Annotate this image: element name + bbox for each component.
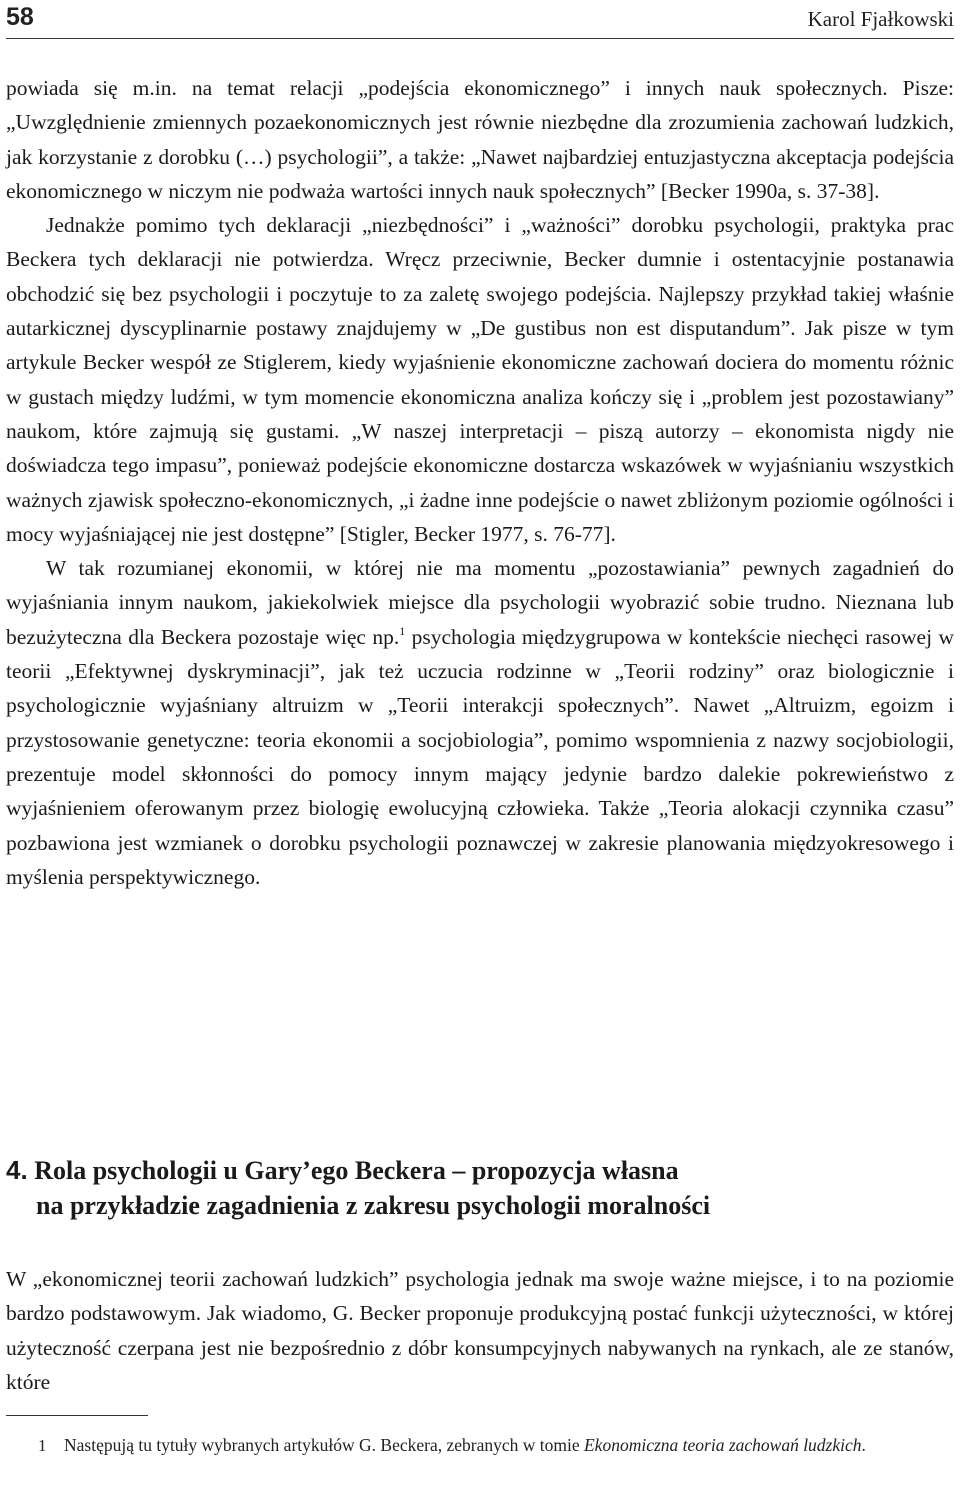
section-number: 4. [6, 1155, 28, 1185]
section-title-line-1: Rola psychologii u Gary’ego Beckera – propozycja własna [34, 1156, 679, 1185]
footnote-text: Następują tu tytuły wybranych artykułów G. Beckera, zebranych w tomie [64, 1435, 584, 1455]
section-heading [6, 1153, 954, 1223]
paragraph: Jednakże pomimo tych deklaracji „niezbędności” i „ważności” dorobku psychologii, praktyka prac Beckera tych deklaracji nie potwierdza. Wręcz przeciwnie, Becker dumnie i ostentacyjnie postanawia obchodzić się bez psychologii i poczytuje to za zaletę swojego podejścia. Najlepszy przykład takiej właśnie autarkicznej dyscyplinarnie postawy znajdujemy w „De gustibus non est disputandum”. Jak pisze w tym artykule Becker wespół ze Stiglerem, kiedy wyjaśnienie ekonomiczne zachowań dociera do momentu różnic w gustach między ludźmi, w tym momencie ekonomiczna analiza kończy się i „problem jest pozostawiany” naukom, które zajmują się gustami. „W naszej interpretacji – piszą autorzy – ekonomista nigdy nie doświadcza tego impasu”, ponieważ podejście ekonomiczne dostarcza wskazówek w wyjaśnianiu wszystkich ważnych zjawisk społeczno-ekonomicznych, „i żadne inne podejście o nawet zbliżonym poziomie ogólności i mocy wyjaśniającej nie jest dostępne” [Stigler, Becker 1977, s. 76-77]. [6, 213, 954, 546]
paragraph-continued: powiada się m.in. na temat relacji „podejścia ekonomicznego” i innych nauk społecznych. Pisze: „Uwzględnienie zmiennych pozaekonomicznych jest równie niezbędne dla zrozumienia zachowań ludzkich, jak korzystanie z dorobku (…) psychologii”, a także: „Nawet najbardziej entuzjastyczna akceptacja podejścia ekonomicznego w niczym nie podważa wartości innych nauk społecznych” [Becker 1990a, s. 37-38]. [6, 76, 954, 203]
footnote-rule [6, 1415, 148, 1416]
running-head [6, 0, 954, 38]
footnote-mark: 1 [38, 1436, 47, 1455]
running-head-author: Karol Fjałkowski [807, 7, 954, 31]
footnote-book-title: Ekonomiczna teoria zachowań ludzkich [583, 1435, 862, 1455]
section-body-text [6, 1262, 954, 1399]
page-number: 58 [6, 3, 34, 31]
paragraph-text-part: W tak rozumianej ekonomii, w której nie ma momentu „pozostawiania” pewnych zagadnień do wyjaśniania innym naukom, jakiekolwiek miejsce dla psychologii wyobrazić sobie trudno. Nieznana lub bezużyteczna dla Beckera pozostaje więc np. [6, 556, 954, 649]
body-text [6, 71, 954, 894]
paragraph-with-footnote [6, 551, 954, 894]
paragraph-text-part: psychologia międzygrupowa w kontekście niechęci rasowej w teorii „Efektywnej dyskryminacji”, jak też uczucia rodzinne w „Teorii rodziny” oraz biologicznie i psychologicznie wyjaśniany altruizm w „Teorii interakcji społecznych”. Nawet „Altruizm, egoizm i przystosowanie genetyczne: teoria ekonomii a socjobiologia”, pomimo wspomnienia z nazwy socjobiologii, prezentuje model skłonności do pomocy innym mający jedynie bardzo dalekie pokrewieństwo z wyjaśnieniem oferowanym przez biologię ewolucyjną człowieka. Także „Teoria alokacji czynnika czasu” pozbawiona jest wzmianek o dorobku psychologii poznawczej w zakresie planowania międzyokresowego i myślenia perspektywicznego. [6, 624, 954, 889]
footnote-end: . [861, 1435, 866, 1455]
footnote-reference[interactable]: 1 [399, 623, 406, 638]
header-rule [6, 38, 954, 39]
section-title-line-2: na przykładzie zagadnienia z zakresu psychologii moralności [36, 1191, 711, 1220]
paragraph: W „ekonomicznej teorii zachowań ludzkich” psychologia jednak ma swoje ważne miejsce, i to na poziomie bardzo podstawowym. Jak wiadomo, G. Becker proponuje produkcyjną postać funkcji użyteczności, w której użyteczność czerpana jest nie bezpośrednio z dóbr konsumpcyjnych nabywanych na rynkach, ale ze stanów, które [6, 1267, 954, 1394]
footnote [6, 1432, 954, 1459]
